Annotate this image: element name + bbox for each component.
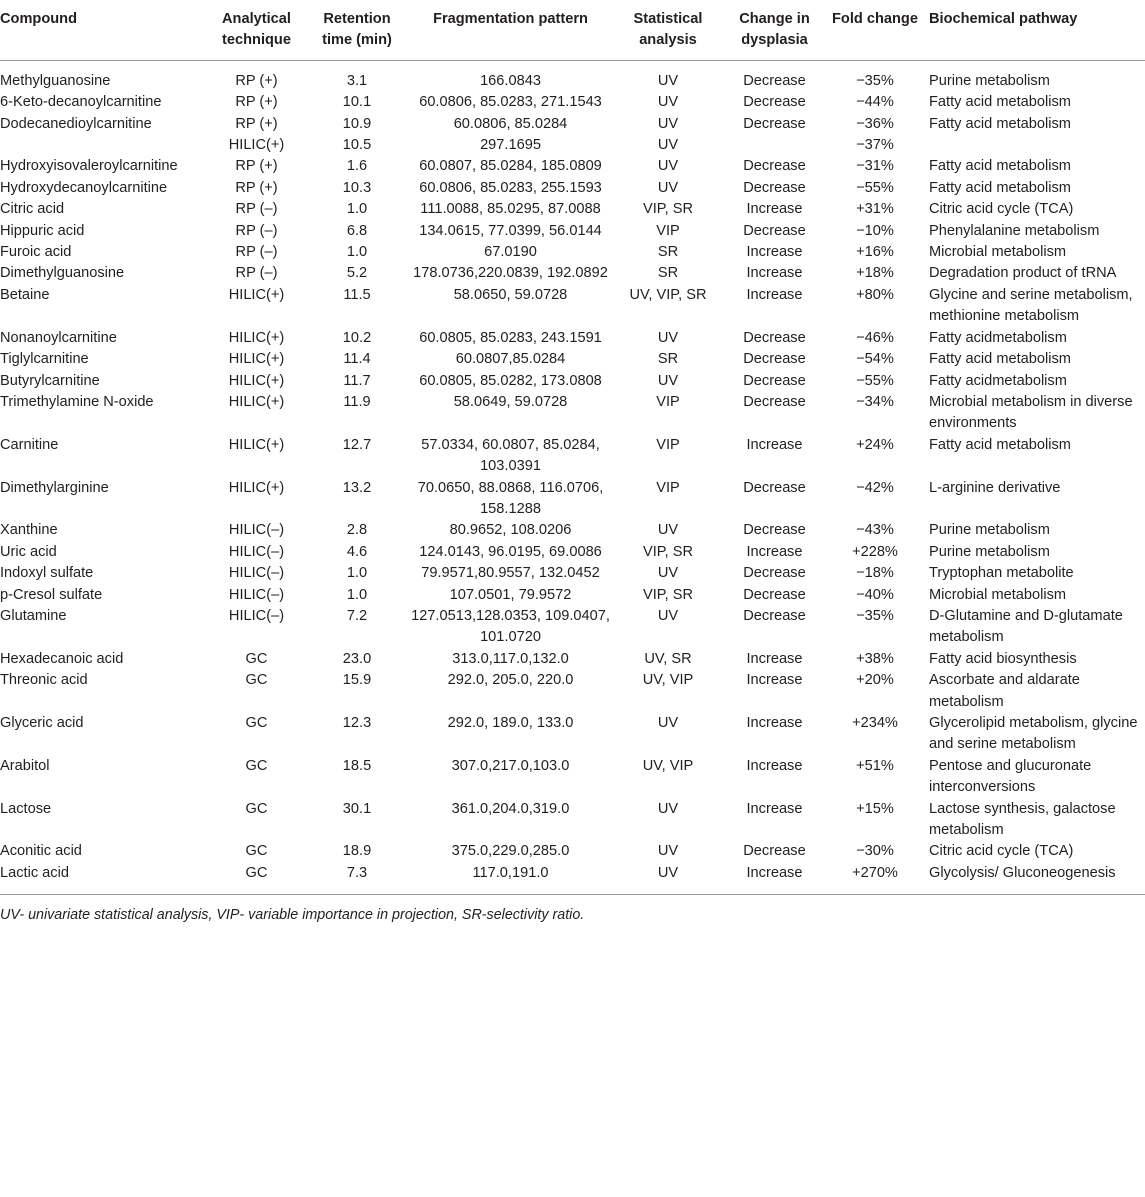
change-cell: Decrease xyxy=(743,565,806,582)
pathway-cell: Citric acid cycle (TCA) xyxy=(929,843,1074,860)
technique-cell: GC xyxy=(245,800,268,817)
statistical-analysis-cell: SR xyxy=(657,265,679,282)
table-row xyxy=(0,478,1145,521)
change-cell: Increase xyxy=(746,864,803,881)
compound-cell: Hydroxyisovaleroylcarnitine xyxy=(0,158,178,175)
retention-time-cell: 30.1 xyxy=(342,800,372,817)
fragmentation-cell: 60.0807, 85.0284, 185.0809 xyxy=(419,158,602,175)
fold-change-cell: +270% xyxy=(852,864,898,881)
technique-cell: HILIC(+) xyxy=(228,137,285,154)
change-cell: Increase xyxy=(746,650,803,667)
change-cell: Decrease xyxy=(743,94,806,111)
change-cell: Increase xyxy=(746,265,803,282)
statistical-analysis-cell: UV xyxy=(657,329,679,346)
statistical-analysis-cell: SR xyxy=(657,351,679,368)
table-row xyxy=(0,135,1145,156)
statistical-analysis-cell: UV xyxy=(657,565,679,582)
table-row xyxy=(0,542,1145,563)
fragmentation-cell: 60.0805, 85.0283, 243.1591 xyxy=(419,329,602,346)
table-row xyxy=(0,520,1145,541)
statistical-analysis-cell: UV xyxy=(657,158,679,175)
table-row xyxy=(0,371,1145,392)
retention-time-cell: 15.9 xyxy=(342,672,372,689)
compound-cell: Threonic acid xyxy=(0,672,88,689)
fold-change-cell: +38% xyxy=(856,650,894,667)
statistical-analysis-cell: VIP, SR xyxy=(642,586,694,603)
fragmentation-cell: 60.0805, 85.0282, 173.0808 xyxy=(419,372,602,389)
technique-cell: GC xyxy=(245,757,268,774)
statistical-analysis-cell: UV xyxy=(657,115,679,132)
fold-change-cell: −18% xyxy=(856,565,894,582)
change-cell: Decrease xyxy=(743,372,806,389)
table-row xyxy=(0,349,1145,370)
pathway-cell: Fatty acid metabolism xyxy=(929,94,1071,111)
pathway-cell: Fatty acidmetabolism xyxy=(929,372,1067,389)
retention-time-cell: 10.9 xyxy=(342,115,372,132)
table-row xyxy=(0,60,1145,92)
technique-cell: HILIC(+) xyxy=(228,329,285,346)
change-cell: Increase xyxy=(746,543,803,560)
retention-time-cell: 12.3 xyxy=(342,715,372,731)
header-row xyxy=(0,0,1145,60)
fragmentation-cell: 166.0843 xyxy=(480,72,541,89)
table-row xyxy=(0,713,1145,756)
fragmentation-cell: 67.0190 xyxy=(484,244,537,261)
table-row xyxy=(0,328,1145,349)
fold-change-cell: +51% xyxy=(856,757,894,774)
change-cell: Increase xyxy=(746,436,803,453)
fold-change-cell: −31% xyxy=(856,158,894,175)
retention-time-cell: 7.3 xyxy=(346,864,368,881)
pathway-cell: D-Glutamine and D-glutamate metabolism xyxy=(929,607,1123,646)
compound-cell: Nonanoylcarnitine xyxy=(0,329,117,346)
statistical-analysis-cell: UV, VIP xyxy=(642,757,694,774)
technique-cell: HILIC(+) xyxy=(228,479,285,496)
fragmentation-cell: 127.0513,128.0353, 109.0407, 101.0720 xyxy=(411,607,610,646)
fragmentation-cell: 79.9571,80.9557, 132.0452 xyxy=(421,565,600,582)
retention-time-cell: 1.0 xyxy=(346,244,368,261)
fragmentation-cell: 107.0501, 79.9572 xyxy=(449,586,572,603)
compound-cell: Xanthine xyxy=(0,522,58,539)
compound-cell: Butyrylcarnitine xyxy=(0,372,100,389)
fold-change-cell: +31% xyxy=(856,201,894,218)
fold-change-cell: −36% xyxy=(856,115,894,132)
technique-cell: HILIC(+) xyxy=(228,436,285,453)
compound-cell: Furoic acid xyxy=(0,244,72,261)
table-body xyxy=(0,60,1145,894)
change-cell: Decrease xyxy=(743,329,806,346)
fold-change-cell: +234% xyxy=(852,715,898,731)
fragmentation-cell: 80.9652, 108.0206 xyxy=(449,522,572,539)
technique-cell: GC xyxy=(245,715,268,731)
pathway-cell: Glycolysis/ Gluconeogenesis xyxy=(929,864,1116,881)
compound-cell: Glutamine xyxy=(0,607,67,624)
pathway-cell: Fatty acidmetabolism xyxy=(929,329,1067,346)
technique-cell: HILIC(–) xyxy=(228,522,285,539)
retention-time-cell: 23.0 xyxy=(342,650,372,667)
table-row xyxy=(0,606,1145,649)
compound-cell: 6-Keto-decanoylcarnitine xyxy=(0,94,162,111)
compound-cell: Arabitol xyxy=(0,757,50,774)
technique-cell: RP (–) xyxy=(235,265,278,282)
header-change-in-dysplasia: Change in dysplasia xyxy=(721,0,828,60)
technique-cell: RP (+) xyxy=(235,115,278,132)
statistical-analysis-cell: UV, VIP, SR xyxy=(629,286,707,303)
header-statistical-analysis: Statistical analysis xyxy=(615,0,721,60)
statistical-analysis-cell: UV xyxy=(657,372,679,389)
change-cell: Increase xyxy=(746,201,803,218)
fragmentation-cell: 307.0,217.0,103.0 xyxy=(451,757,570,774)
retention-time-cell: 1.0 xyxy=(346,565,368,582)
statistical-analysis-cell: SR xyxy=(657,244,679,261)
technique-cell: HILIC(+) xyxy=(228,372,285,389)
compound-cell: Dodecanedioylcarnitine xyxy=(0,115,152,132)
fold-change-cell: −35% xyxy=(856,72,894,89)
pathway-cell: Phenylalanine metabolism xyxy=(929,222,1100,239)
pathway-cell: Fatty acid metabolism xyxy=(929,158,1071,175)
change-cell: Decrease xyxy=(743,607,806,624)
fold-change-cell: −30% xyxy=(856,843,894,860)
change-cell: Increase xyxy=(746,286,803,303)
fold-change-cell: +15% xyxy=(856,800,894,817)
table-row xyxy=(0,563,1145,584)
compound-cell: Lactic acid xyxy=(0,864,69,881)
pathway-cell: Pentose and glucuronate interconversions xyxy=(929,757,1092,796)
header-compound: Compound xyxy=(0,0,205,60)
fragmentation-cell: 292.0, 189.0, 133.0 xyxy=(447,715,574,731)
pathway-cell: Tryptophan metabolite xyxy=(929,565,1074,582)
fold-change-cell: −54% xyxy=(856,351,894,368)
fragmentation-cell: 178.0736,220.0839, 192.0892 xyxy=(413,265,608,282)
technique-cell: RP (+) xyxy=(235,94,278,111)
retention-time-cell: 10.2 xyxy=(342,329,372,346)
retention-time-cell: 1.6 xyxy=(346,158,368,175)
compound-cell: Indoxyl sulfate xyxy=(0,565,94,582)
retention-time-cell: 11.4 xyxy=(343,351,371,368)
compound-cell: Methylguanosine xyxy=(0,72,111,89)
technique-cell: RP (+) xyxy=(235,158,278,175)
change-cell: Increase xyxy=(746,757,803,774)
retention-time-cell: 6.8 xyxy=(346,222,368,239)
retention-time-cell: 11.7 xyxy=(343,372,371,389)
pathway-cell xyxy=(922,135,1145,156)
technique-cell: GC xyxy=(245,843,268,860)
change-cell: Decrease xyxy=(743,158,806,175)
statistical-analysis-cell: UV xyxy=(657,94,679,111)
table-row xyxy=(0,178,1145,199)
compound-cell: Hippuric acid xyxy=(0,222,85,239)
fold-change-cell: +80% xyxy=(856,286,894,303)
change-cell: Decrease xyxy=(743,72,806,89)
fragmentation-cell: 57.0334, 60.0807, 85.0284, 103.0391 xyxy=(421,436,600,475)
table-header xyxy=(0,0,1145,60)
table-row xyxy=(0,435,1145,478)
fold-change-cell: +228% xyxy=(852,543,898,560)
pathway-cell: Fatty acid metabolism xyxy=(929,179,1071,196)
pathway-cell: Degradation product of tRNA xyxy=(929,265,1117,282)
change-cell: Increase xyxy=(746,715,803,731)
statistical-analysis-cell: UV xyxy=(657,607,679,624)
table-row xyxy=(0,156,1145,177)
statistical-analysis-cell: UV, SR xyxy=(644,650,692,667)
pathway-cell: Microbial metabolism xyxy=(929,586,1067,603)
statistical-analysis-cell: UV xyxy=(657,72,679,89)
retention-time-cell: 10.5 xyxy=(342,137,372,154)
fold-change-cell: −44% xyxy=(856,94,894,111)
compound-cell: p-Cresol sulfate xyxy=(0,586,103,603)
retention-time-cell: 4.6 xyxy=(346,543,368,560)
fold-change-cell: −55% xyxy=(856,179,894,196)
fold-change-cell: −46% xyxy=(856,329,894,346)
fold-change-cell: −10% xyxy=(856,222,894,239)
fragmentation-cell: 60.0806, 85.0283, 255.1593 xyxy=(419,179,602,196)
fragmentation-cell: 60.0807,85.0284 xyxy=(455,351,566,368)
pathway-cell: Microbial metabolism xyxy=(929,244,1067,261)
technique-cell: HILIC(+) xyxy=(228,351,285,368)
fragmentation-cell: 60.0806, 85.0284 xyxy=(453,115,568,132)
table-row xyxy=(0,756,1145,799)
statistical-analysis-cell: VIP, SR xyxy=(642,543,694,560)
fragmentation-cell: 313.0,117.0,132.0 xyxy=(452,650,569,667)
change-cell: Decrease xyxy=(743,479,806,496)
fragmentation-cell: 111.0088, 85.0295, 87.0088 xyxy=(420,201,601,218)
compound-cell: Dimethylarginine xyxy=(0,479,109,496)
fold-change-cell: −42% xyxy=(856,479,894,496)
technique-cell: GC xyxy=(245,650,268,667)
fold-change-cell: −43% xyxy=(856,522,894,539)
retention-time-cell: 10.3 xyxy=(342,179,372,196)
statistical-analysis-cell: VIP xyxy=(656,222,680,239)
retention-time-cell: 12.7 xyxy=(342,436,372,453)
compound-cell: Aconitic acid xyxy=(0,843,82,860)
compound-cell: Trimethylamine N-oxide xyxy=(0,393,154,410)
change-cell: Decrease xyxy=(743,393,806,410)
technique-cell: RP (–) xyxy=(235,222,278,239)
change-cell: Decrease xyxy=(743,222,806,239)
fragmentation-cell: 375.0,229.0,285.0 xyxy=(451,843,570,860)
fragmentation-cell: 134.0615, 77.0399, 56.0144 xyxy=(419,222,602,239)
retention-time-cell: 11.5 xyxy=(343,286,371,303)
change-cell: Increase xyxy=(746,672,803,689)
fold-change-cell: +24% xyxy=(856,436,894,453)
change-cell: Decrease xyxy=(743,179,806,196)
change-cell xyxy=(721,135,828,156)
pathway-cell: Glycerolipid metabolism, glycine and serine metabolism xyxy=(929,715,1138,753)
pathway-cell: Purine metabolism xyxy=(929,522,1050,539)
header-analytical-technique: Analytical technique xyxy=(205,0,308,60)
fold-change-cell: −37% xyxy=(856,137,894,154)
technique-cell: RP (–) xyxy=(235,201,278,218)
statistical-analysis-cell: UV xyxy=(657,137,679,154)
change-cell: Decrease xyxy=(743,522,806,539)
retention-time-cell: 11.9 xyxy=(343,393,371,410)
compound-cell: Dimethylguanosine xyxy=(0,265,125,282)
retention-time-cell: 5.2 xyxy=(346,265,368,282)
table-row xyxy=(0,242,1145,263)
compound-cell: Hexadecanoic acid xyxy=(0,650,124,667)
fragmentation-cell: 58.0650, 59.0728 xyxy=(453,286,568,303)
header-fragmentation-pattern: Fragmentation pattern xyxy=(406,0,615,60)
fragmentation-cell: 292.0, 205.0, 220.0 xyxy=(447,672,574,689)
fold-change-cell: −34% xyxy=(856,393,894,410)
fragmentation-cell: 297.1695 xyxy=(480,137,541,154)
technique-cell: RP (+) xyxy=(235,72,278,89)
fold-change-cell: +18% xyxy=(856,265,894,282)
change-cell: Increase xyxy=(746,800,803,817)
statistical-analysis-cell: UV xyxy=(657,800,679,817)
table-footnote: UV- univariate statistical analysis, VIP- variable importance in projection, SR-selectivity ratio. xyxy=(0,907,585,924)
fold-change-cell: −55% xyxy=(856,372,894,389)
fold-change-cell: −40% xyxy=(856,586,894,603)
fragmentation-cell: 58.0649, 59.0728 xyxy=(453,393,568,410)
table-row xyxy=(0,863,1145,894)
fold-change-cell: +16% xyxy=(856,244,894,261)
statistical-analysis-cell: VIP xyxy=(656,393,680,410)
header-fold-change: Fold change xyxy=(828,0,922,60)
pathway-cell: Fatty acid metabolism xyxy=(929,115,1071,132)
technique-cell: HILIC(+) xyxy=(228,393,285,410)
pathway-cell: Lactose synthesis, galactose metabolism xyxy=(929,800,1116,839)
statistical-analysis-cell: UV xyxy=(657,843,679,860)
retention-time-cell: 18.9 xyxy=(342,843,372,860)
retention-time-cell: 18.5 xyxy=(342,757,372,774)
table-row xyxy=(0,114,1145,135)
compound-cell: Uric acid xyxy=(0,543,57,560)
change-cell: Increase xyxy=(746,244,803,261)
pathway-cell: Purine metabolism xyxy=(929,72,1050,89)
compound-cell: Citric acid xyxy=(0,201,65,218)
fragmentation-cell: 60.0806, 85.0283, 271.1543 xyxy=(419,94,602,111)
table-row xyxy=(0,649,1145,670)
header-retention-time: Retention time (min) xyxy=(308,0,406,60)
statistical-analysis-cell: VIP xyxy=(656,479,680,496)
pathway-cell: Microbial metabolism in diverse environments xyxy=(929,393,1133,432)
technique-cell: HILIC(+) xyxy=(228,286,285,303)
fragmentation-cell: 70.0650, 88.0868, 116.0706, 158.1288 xyxy=(417,479,604,517)
technique-cell: GC xyxy=(245,672,268,689)
table-row xyxy=(0,263,1145,284)
compound-cell: Tiglylcarnitine xyxy=(0,351,89,368)
pathway-cell: Fatty acid metabolism xyxy=(929,351,1071,368)
retention-time-cell: 3.1 xyxy=(346,72,368,89)
header-biochemical-pathway: Biochemical pathway xyxy=(922,0,1145,60)
pathway-cell: Fatty acid metabolism xyxy=(929,436,1071,453)
fragmentation-cell: 117.0,191.0 xyxy=(472,864,549,881)
compound-cell: Lactose xyxy=(0,800,52,817)
technique-cell: HILIC(–) xyxy=(228,565,285,582)
retention-time-cell: 10.1 xyxy=(342,94,372,111)
table-row xyxy=(0,585,1145,606)
fragmentation-cell: 361.0,204.0,319.0 xyxy=(451,800,570,817)
statistical-analysis-cell: UV xyxy=(657,864,679,881)
table-row xyxy=(0,841,1145,862)
compound-cell: Hydroxydecanoylcarnitine xyxy=(0,179,168,196)
statistical-analysis-cell: UV, VIP xyxy=(642,672,694,689)
table-row xyxy=(0,199,1145,220)
technique-cell: GC xyxy=(245,864,268,881)
compound-cell: Carnitine xyxy=(0,436,59,453)
change-cell: Decrease xyxy=(743,351,806,368)
fold-change-cell: −35% xyxy=(856,607,894,624)
compound-cell: Betaine xyxy=(0,286,50,303)
retention-time-cell: 1.0 xyxy=(346,586,368,603)
change-cell: Decrease xyxy=(743,843,806,860)
change-cell: Decrease xyxy=(743,586,806,603)
pathway-cell: Fatty acid biosynthesis xyxy=(929,650,1077,667)
statistical-analysis-cell: VIP xyxy=(656,436,680,453)
pathway-cell: Ascorbate and aldarate metabolism xyxy=(929,672,1080,710)
table-row xyxy=(0,392,1145,435)
fold-change-cell: +20% xyxy=(856,672,894,689)
table-row xyxy=(0,92,1145,113)
statistical-analysis-cell: VIP, SR xyxy=(642,201,694,218)
technique-cell: RP (–) xyxy=(235,244,278,261)
retention-time-cell: 7.2 xyxy=(346,607,368,624)
compound-cell xyxy=(0,135,205,156)
statistical-analysis-cell: UV xyxy=(657,522,679,539)
table-row xyxy=(0,285,1145,328)
pathway-cell: Glycine and serine metabolism, methionine metabolism xyxy=(929,286,1133,325)
pathway-cell: L-arginine derivative xyxy=(929,479,1061,496)
statistical-analysis-cell: UV xyxy=(657,179,679,196)
compound-cell: Glyceric acid xyxy=(0,715,84,731)
technique-cell: HILIC(–) xyxy=(228,586,285,603)
fragmentation-cell: 124.0143, 96.0195, 69.0086 xyxy=(419,543,602,560)
technique-cell: RP (+) xyxy=(235,179,278,196)
table-row xyxy=(0,221,1145,242)
retention-time-cell: 1.0 xyxy=(346,201,368,218)
pathway-cell: Citric acid cycle (TCA) xyxy=(929,201,1074,218)
retention-time-cell: 2.8 xyxy=(346,522,368,539)
table-row xyxy=(0,799,1145,842)
technique-cell: HILIC(–) xyxy=(228,607,285,624)
pathway-cell: Purine metabolism xyxy=(929,543,1050,560)
statistical-analysis-cell: UV xyxy=(657,715,679,731)
table-row xyxy=(0,670,1145,713)
technique-cell: HILIC(–) xyxy=(228,543,285,560)
retention-time-cell: 13.2 xyxy=(342,479,372,496)
change-cell: Decrease xyxy=(743,115,806,132)
